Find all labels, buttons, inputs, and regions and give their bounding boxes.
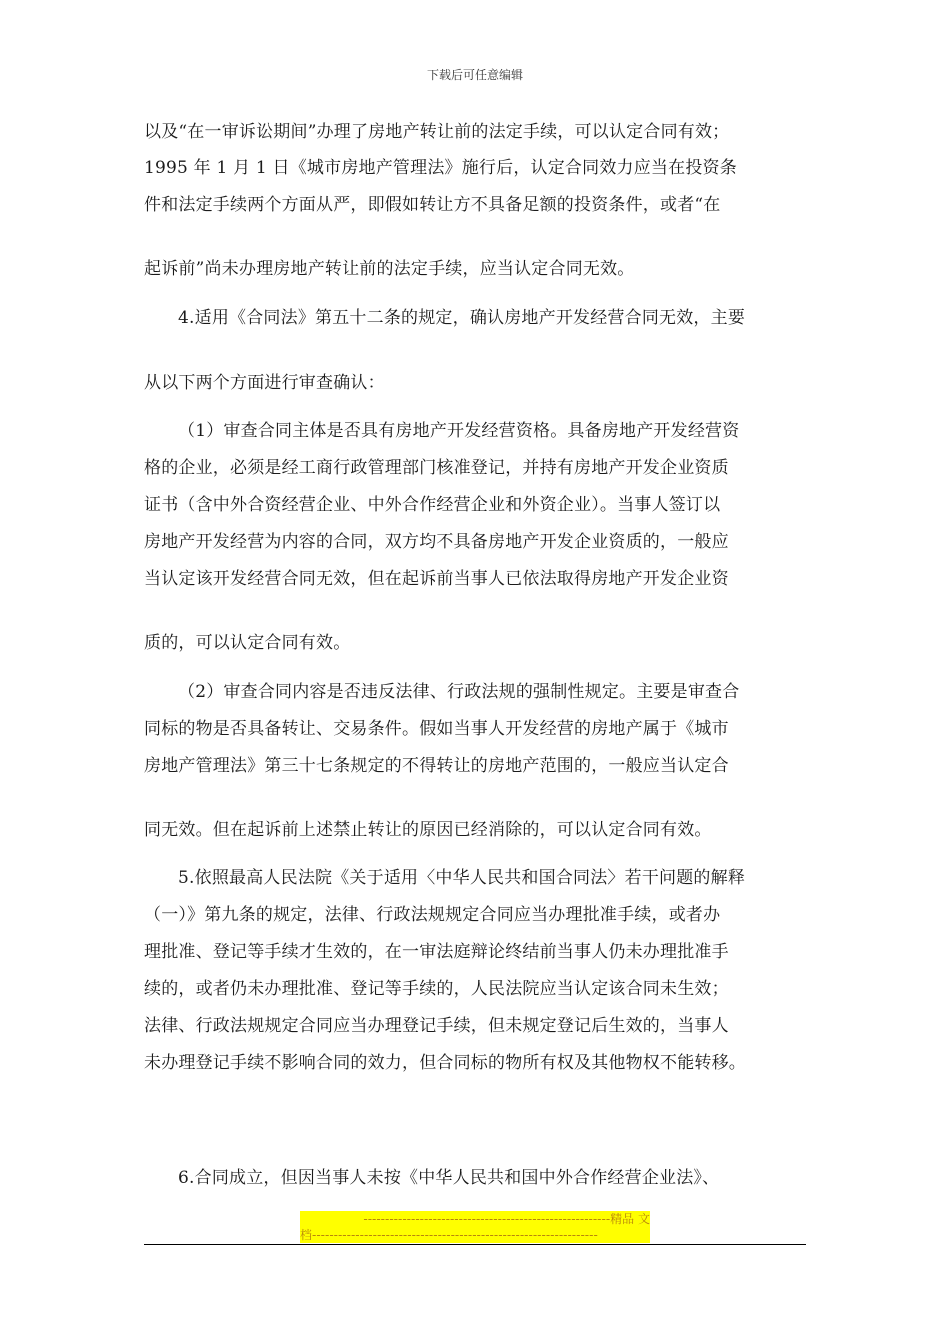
text-line: 1995 年 1 月 1 日《城市房地产管理法》施行后，认定合同效力应当在投资条 <box>144 158 737 178</box>
text-line: 当认定该开发经营合同无效，但在起诉前当事人已依法取得房地产开发企业资 <box>144 569 729 589</box>
text-line: 5.依照最高人民法院《关于适用〈中华人民共和国合同法〉若干问题的解释 <box>178 868 746 888</box>
text-line: 法律、行政法规规定合同应当办理登记手续，但未规定登记后生效的，当事人 <box>144 1016 729 1036</box>
footer-line-1: ---------------------------------------------------------精品 文 <box>300 1211 650 1227</box>
text-line: （1）审查合同主体是否具有房地产开发经营资格。具备房地产开发经营资 <box>178 421 740 441</box>
text-line: 同标的物是否具备转让、交易条件。假如当事人开发经营的房地产属于《城市 <box>144 719 729 739</box>
text-line: 质的，可以认定合同有效。 <box>144 633 351 653</box>
text-line: 理批准、登记等手续才生效的，在一审法庭辩论终结前当事人仍未办理批准手 <box>144 942 729 962</box>
text-line: 证书（含中外合资经营企业、中外合作经营企业和外资企业）。当事人签订以 <box>144 495 721 515</box>
text-line: 同无效。但在起诉前上述禁止转让的原因已经消除的，可以认定合同有效。 <box>144 820 712 840</box>
text-line: （一）》第九条的规定，法律、行政法规规定合同应当办理批准手续，或者办 <box>144 905 721 925</box>
text-line: 格的企业，必须是经工商行政管理部门核准登记，并持有房地产开发企业资质 <box>144 458 729 478</box>
text-line: 4.适用《合同法》第五十二条的规定，确认房地产开发经营合同无效，主要 <box>178 308 746 328</box>
footer-watermark <box>300 1211 650 1243</box>
footer-rule <box>144 1244 806 1245</box>
text-line: 从以下两个方面进行审查确认： <box>144 373 385 393</box>
text-line: 件和法定手续两个方面从严，即假如转让方不具备足额的投资条件，或者“在 <box>144 195 721 215</box>
text-line: 续的，或者仍未办理批准、登记等手续的，人民法院应当认定该合同未生效； <box>144 979 729 999</box>
text-line: 起诉前”尚未办理房地产转让前的法定手续，应当认定合同无效。 <box>144 259 635 279</box>
text-line: 以及“在一审诉讼期间”办理了房地产转让前的法定手续，可以认定合同有效； <box>144 122 730 142</box>
text-line: 房地产管理法》第三十七条规定的不得转让的房地产范围的，一般应当认定合 <box>144 756 729 776</box>
text-line: （2）审查合同内容是否违反法律、行政法规的强制性规定。主要是审查合 <box>178 682 740 702</box>
text-line: 6.合同成立，但因当事人未按《中华人民共和国中外合作经营企业法》、 <box>178 1168 720 1188</box>
page-header: 下载后可任意编辑 <box>426 68 523 82</box>
text-line: 房地产开发经营为内容的合同，双方均不具备房地产开发企业资质的，一般应 <box>144 532 729 552</box>
text-line: 未办理登记手续不影响合同的效力，但合同标的物所有权及其他物权不能转移。 <box>144 1053 746 1073</box>
footer-line-2: 档------------------------------------------------------------------ <box>300 1227 650 1243</box>
